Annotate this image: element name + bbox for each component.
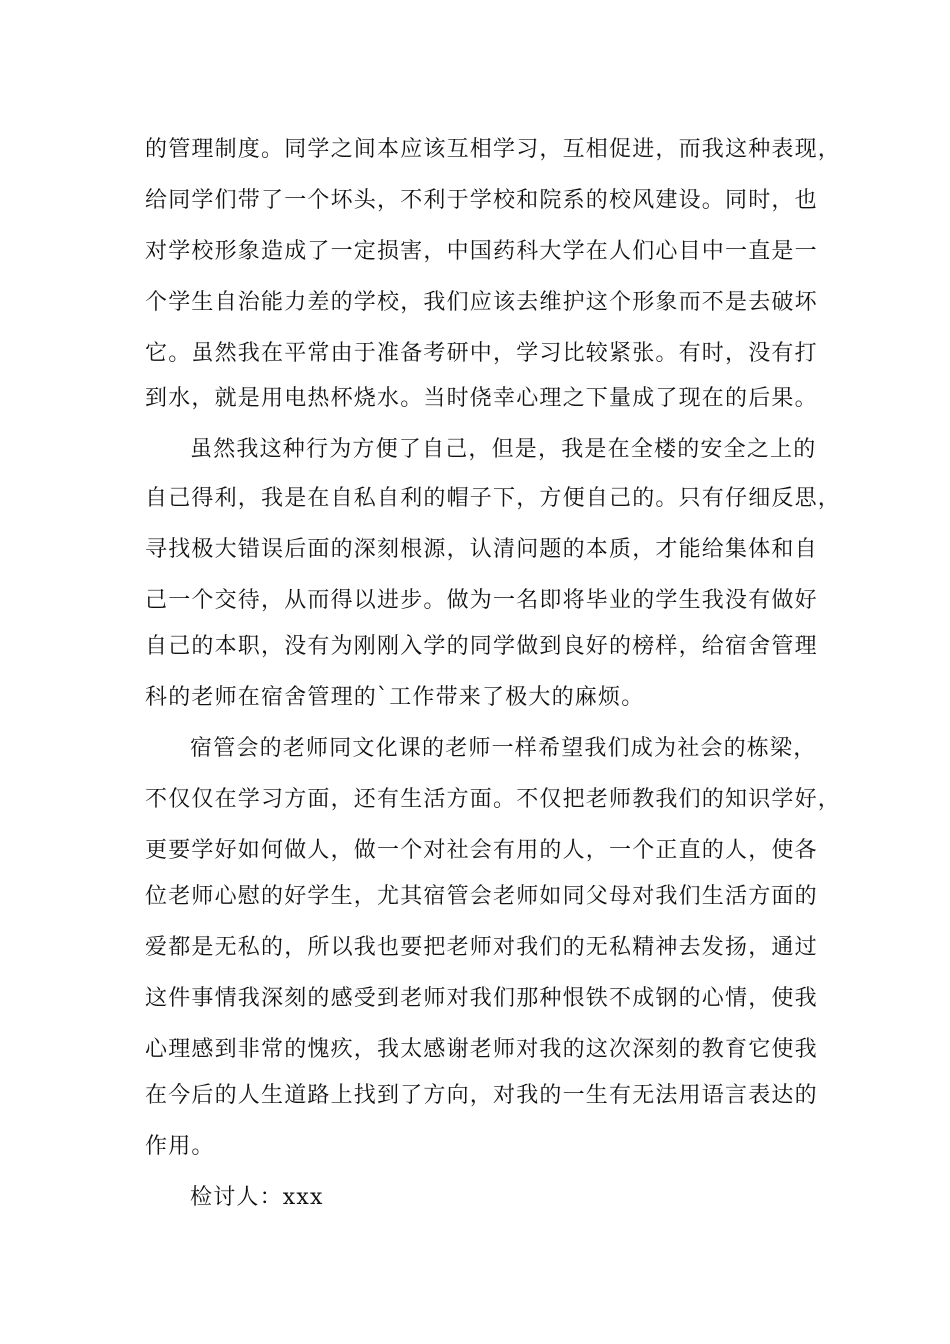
- paragraph-3-line-9: 作用。: [145, 1134, 215, 1159]
- paragraph-1-line-1: 的管理制度。同学之间本应该互相学习，互相促进，而我这种表现，: [145, 137, 842, 162]
- paragraph-1-line-3: 对学校形象造成了一定损害，中国药科大学在人们心目中一直是一: [145, 239, 818, 264]
- paragraph-2-line-3: 寻找极大错误后面的深刻根源，认清问题的本质，才能给集体和自: [145, 537, 818, 562]
- paragraph-1-line-4: 个学生自治能力差的学校，我们应该去维护这个形象而不是去破坏: [145, 290, 818, 315]
- paragraph-3-line-2: 不仅仅在学习方面，还有生活方面。不仅把老师教我们的知识学好，: [145, 787, 842, 812]
- paragraph-3-line-6: 这件事情我深刻的感受到老师对我们那种恨铁不成钢的心情，使我: [145, 986, 818, 1011]
- paragraph-2-line-5: 自己的本职，没有为刚刚入学的同学做到良好的榜样，给宿舍管理: [145, 634, 818, 659]
- paragraph-2-line-2: 自己得利，我是在自私自利的帽子下，方便自己的。只有仔细反思，: [145, 486, 842, 511]
- paragraph-1-line-5: 它。虽然我在平常由于准备考研中，学习比较紧张。有时，没有打: [145, 341, 818, 366]
- paragraph-1-line-6: 到水，就是用电热杯烧水。当时侥幸心理之下量成了现在的后果。: [145, 386, 818, 411]
- paragraph-2-line-1: 虽然我这种行为方便了自己，但是，我是在全楼的安全之上的: [190, 437, 817, 462]
- paragraph-3-line-5: 爱都是无私的，所以我也要把老师对我们的无私精神去发扬，通过: [145, 935, 818, 960]
- paragraph-3-line-3: 更要学好如何做人，做一个对社会有用的人，一个正直的人，使各: [145, 838, 818, 863]
- paragraph-3-line-1: 宿管会的老师同文化课的老师一样希望我们成为社会的栋梁，: [190, 736, 817, 761]
- paragraph-3-line-4: 位老师心慰的好学生，尤其宿管会老师如同父母对我们生活方面的: [145, 884, 818, 909]
- paragraph-3-line-7: 心理感到非常的愧疚，我太感谢老师对我的这次深刻的教育它使我: [145, 1037, 818, 1062]
- paragraph-3-line-8: 在今后的人生道路上找到了方向，对我的一生有无法用语言表达的: [145, 1083, 818, 1108]
- signature-line: 检讨人：xxx: [190, 1185, 324, 1210]
- paragraph-2-line-6: 科的老师在宿舍管理的`工作带来了极大的麻烦。: [145, 685, 645, 710]
- paragraph-2-line-4: 己一个交待，从而得以进步。做为一名即将毕业的学生我没有做好: [145, 588, 818, 613]
- paragraph-1-line-2: 给同学们带了一个坏头，不利于学校和院系的校风建设。同时，也: [145, 188, 818, 213]
